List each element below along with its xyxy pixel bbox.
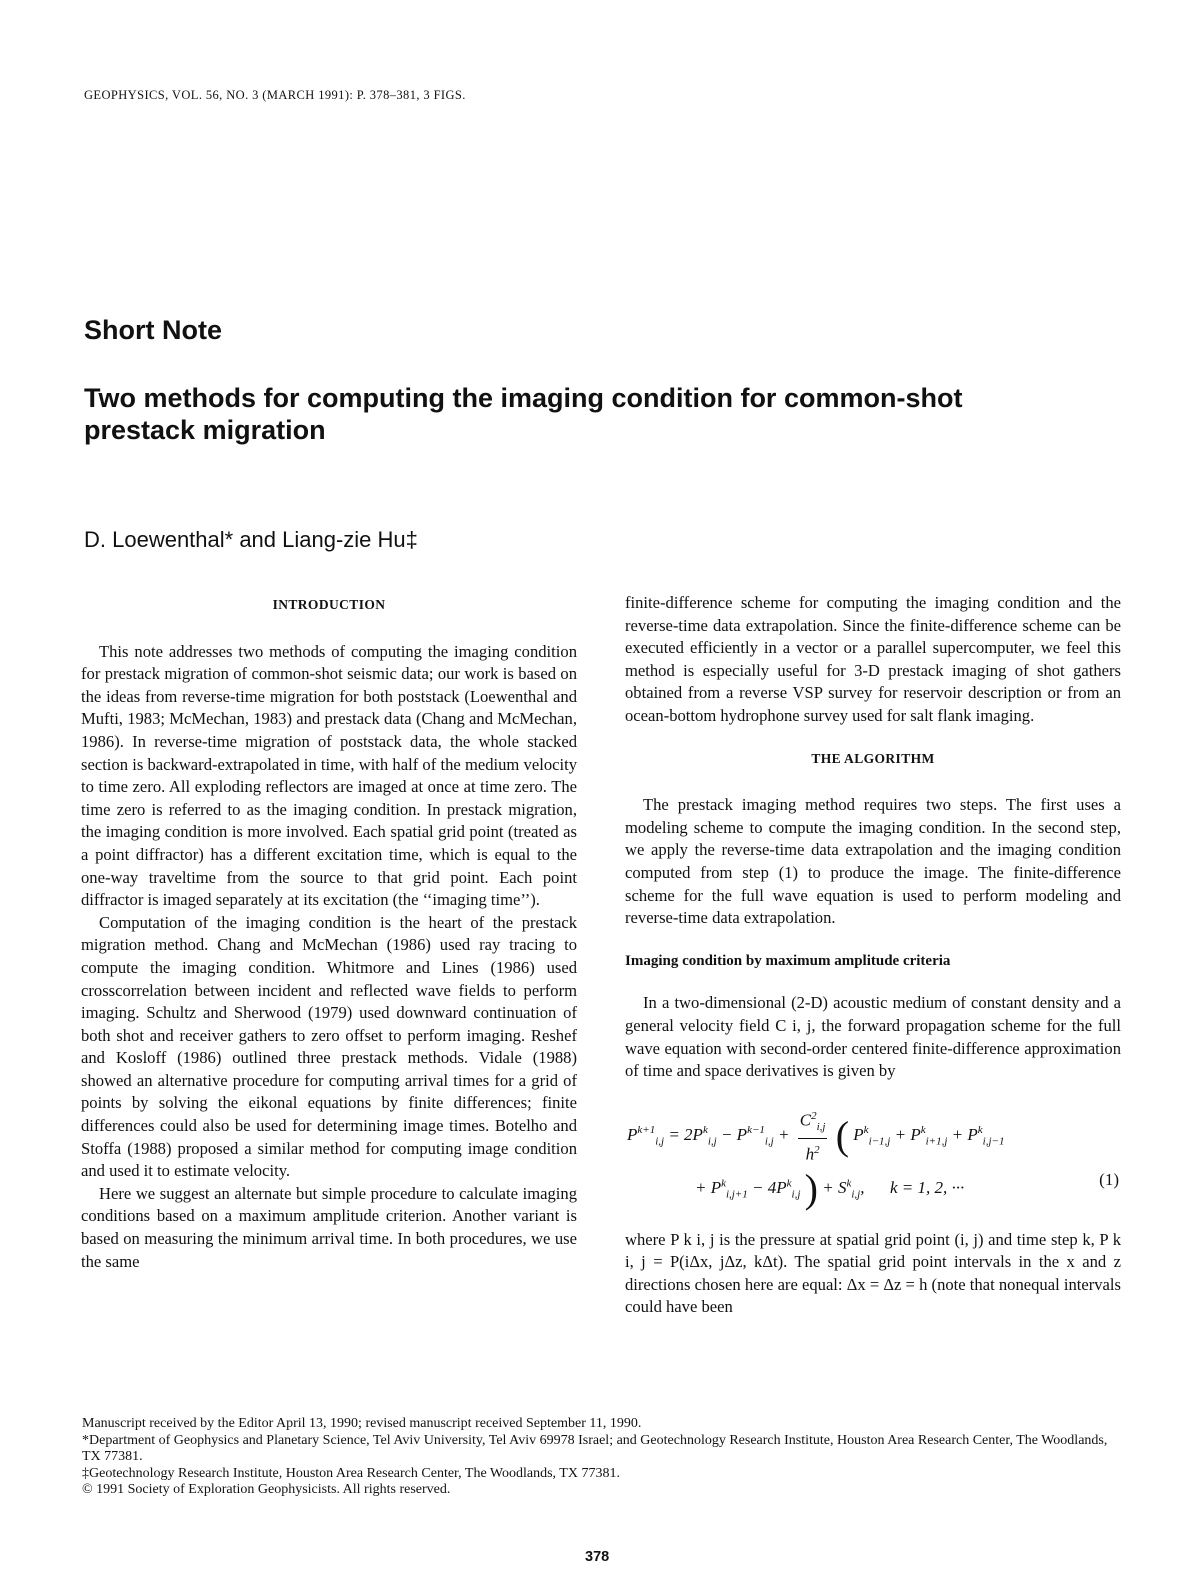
equation-number: (1)	[1099, 1169, 1119, 1189]
algorithm-heading: THE ALGORITHM	[811, 750, 935, 766]
footnote-affiliation-2: ‡Geotechnology Research Institute, Houston Area Research Center, The Woodlands, TX 77381.	[82, 1465, 620, 1481]
footnotes	[82, 1416, 1122, 1499]
footnote-affiliation-1: *Department of Geophysics and Planetary Science, Tel Aviv University, Tel Aviv 69978 Israel; and Geotechnology Research Institute, Houston Area Research Center, The Woodlands, TX 77381.	[82, 1432, 1108, 1464]
right-column	[625, 592, 1121, 1319]
running-head: GEOPHYSICS, VOL. 56, NO. 3 (MARCH 1991): P. 378–381, 3 FIGS.	[84, 88, 466, 102]
footnote-copyright: © 1991 Society of Exploration Geophysicists. All rights reserved.	[82, 1482, 451, 1497]
article-title: Two methods for computing the imaging condition for common-shot prestack migration	[84, 383, 963, 445]
section-kicker: Short Note	[84, 315, 222, 345]
after-equation-paragraph: where P k i, j is the pressure at spatial grid point (i, j) and time step k, P k i, j = P(iΔx, jΔz, kΔt). The spatial grid point intervals in the x and z directions chosen here are equal: Δx = Δz = h (note that nonequal intervals could have been	[625, 1229, 1121, 1317]
intro-paragraph-3: Here we suggest an alternate but simple procedure to calculate imaging conditions based on a maximum amplitude criterion. Another variant is based on measuring the minimum arrival time. In both procedures, we use the same	[81, 1183, 577, 1271]
authors-line: D. Loewenthal* and Liang-zie Hu‡	[84, 527, 418, 552]
intro-continuation: finite-difference scheme for computing the imaging condition and the reverse-time data extrapolation. Since the finite-difference scheme can be executed efficiently in a vector or a parallel supercomputer, we feel this method is especially useful for 3-D prestack imaging of shot gathers obtained from a reverse VSP survey for reservoir description or from an ocean-bottom hydrophone survey used for salt flank imaging.	[625, 593, 1121, 725]
page-number: 378	[585, 1549, 610, 1565]
equation-line-2: + $P^k_{i,j+1} - 4P^k_{i,j}$ ) + $S^k_{i,j}$, k = 1, 2, ···	[695, 1165, 965, 1211]
medium-paragraph: In a two-dimensional (2-D) acoustic medium of constant density and a general velocity field C i, j, the forward propagation scheme for the full wave equation with second-order centered finite-difference approximation of time and space derivatives is given by	[625, 993, 1121, 1081]
algorithm-paragraph: The prestack imaging method requires two steps. The first uses a modeling scheme to compute the imaging condition. In the second step, we apply the reverse-time data extrapolation and the imaging condition computed from step (1) to produce the image. The finite-difference scheme for the full wave equation is used to perform modeling and reverse-time data extrapolation.	[625, 795, 1121, 928]
equation-1	[625, 1105, 1121, 1215]
left-column	[81, 592, 577, 1273]
footnote-received: Manuscript received by the Editor April 13, 1990; revised manuscript received September 11, 1990.	[82, 1416, 642, 1431]
equation-line-1: $P^{k+1}_{i,j} = 2P^k_{i,j} - P^{k-1}_{i,j}$ + $\frac{C^2_{i,j}}{h^2}$ ( $P^k_{i-1,j} + P^k_{i+1,j} + P^k_{i,j-1}$	[627, 1105, 1004, 1167]
intro-paragraph-1: This note addresses two methods of computing the imaging condition for prestack migration of common-shot seismic data; our work is based on the ideas from reverse-time migration for both poststack (Loewenthal and Mufti, 1983; McMechan, 1983) and prestack data (Chang and McMechan, 1986). In reverse-time migration of poststack data, the whole stacked section is backward-extrapolated in time, with half of the medium velocity to time zero. All exploding reflectors are imaged at once at time zero. The time zero is referred to as the imaging condition. In prestack migration, the imaging condition is more involved. Each spatial grid point (treated as a point diffractor) has a different excitation time, which is equal to the one-way traveltime from the source to that grid point. Each point diffractor is imaged separately at its excitation (the ‘‘imaging time’’).	[81, 641, 577, 910]
intro-paragraph-2: Computation of the imaging condition is the heart of the prestack migration method. Chang and McMechan (1986) used ray tracing to compute the imaging condition. Whitmore and Lines (1986) used crosscorrelation between incident and reflected wave fields to perform imaging. Schultz and Sherwood (1979) used downward continuation of both shot and receiver gathers to zero offset to perform imaging. Reshef and Kosloff (1986) outlined three prestack methods. Vidale (1988) showed an alternative procedure for computing arrival times for a grid of points by solving the eikonal equations by finite differences; finite differences could also be used for determining image times. Botelho and Stoffa (1988) proposed a similar method for computing image condition and used it to estimate velocity.	[81, 912, 577, 1181]
imaging-condition-subheading: Imaging condition by maximum amplitude criteria	[625, 952, 951, 969]
introduction-heading: INTRODUCTION	[272, 597, 386, 612]
